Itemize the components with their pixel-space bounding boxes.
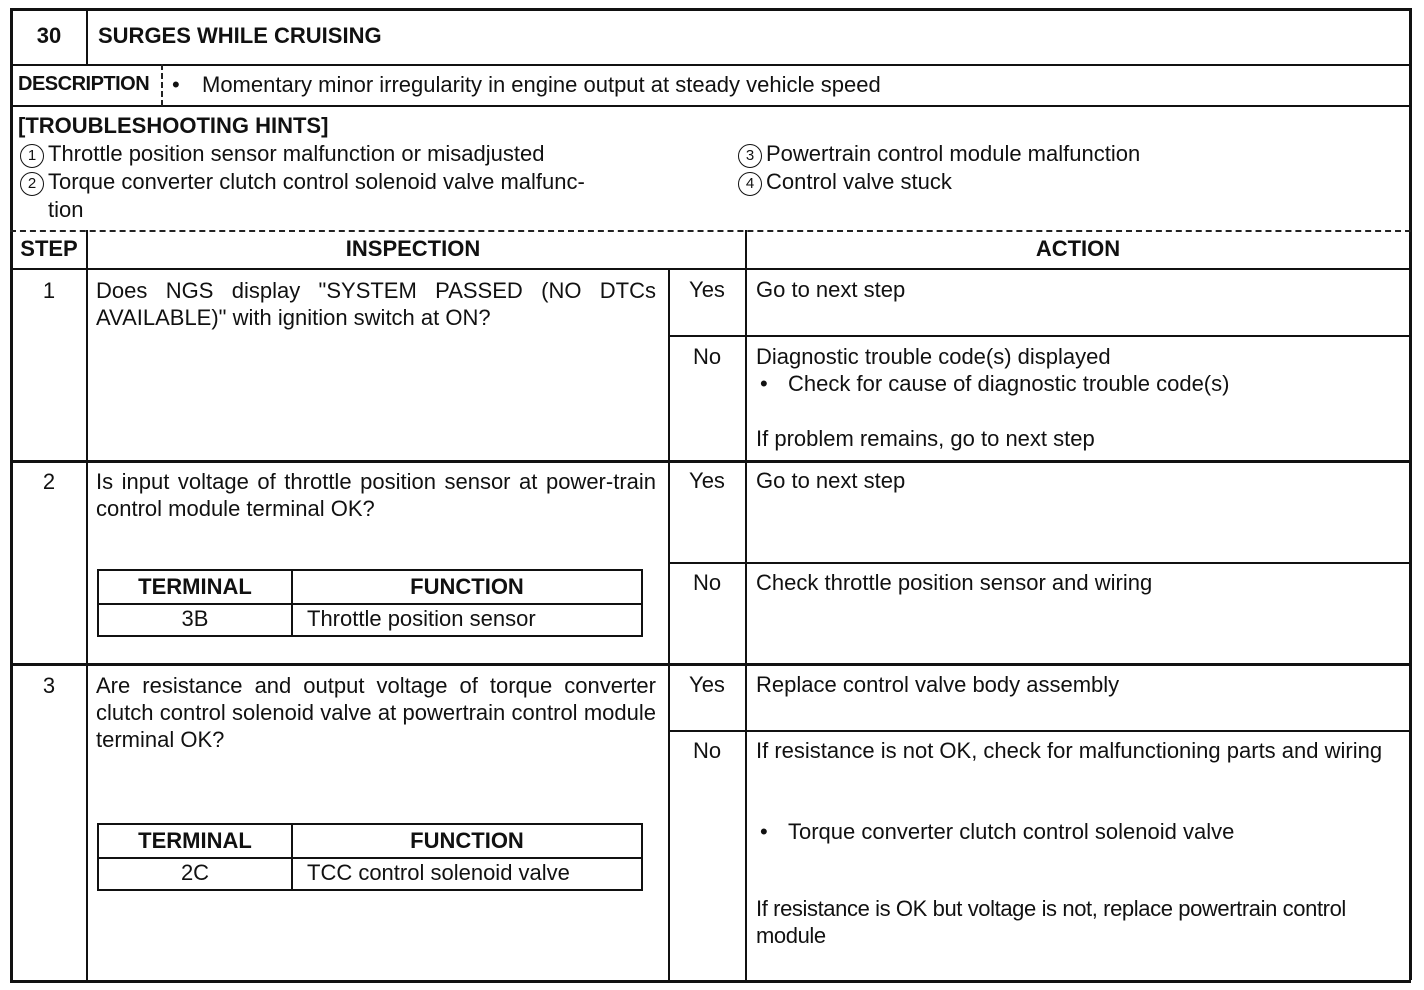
terminal-value: 3B [181, 606, 209, 631]
circled-number-icon: 2 [20, 172, 44, 196]
yes-action: Go to next step [756, 468, 906, 493]
yes-label: Yes [689, 277, 725, 302]
hint-text: Control valve stuck [766, 169, 952, 194]
yes-action: Go to next step [756, 277, 906, 302]
description-label: DESCRIPTION [18, 73, 150, 95]
circled-number-icon: 3 [738, 144, 762, 168]
terminal-header: TERMINAL [138, 828, 252, 853]
section-number: 30 [36, 23, 62, 48]
step-inspection: Does NGS display "SYSTEM PASSED (NO DTCs AVAILABLE)" with ignition switch at ON? [96, 278, 656, 330]
step-number: 3 [42, 673, 56, 698]
step-number: 1 [42, 278, 56, 303]
terminal-table [97, 823, 643, 891]
no-action-bullet: • Check for cause of diagnostic trouble code(s) [756, 370, 1229, 397]
step-inspection: Are resistance and output voltage of torque converter clutch control solenoid valve at powertrain control module terminal OK? [96, 673, 656, 752]
col-header-action: ACTION [1035, 236, 1121, 261]
description-value: Momentary minor irregularity in engine output at steady vehicle speed [202, 72, 881, 97]
no-action: Check throttle position sensor and wiring [756, 570, 1153, 595]
hint-item-4 [738, 168, 952, 196]
no-label: No [692, 738, 722, 763]
terminal-table [97, 569, 643, 637]
hints-title: [TROUBLESHOOTING HINTS] [18, 113, 329, 138]
col-header-inspection: INSPECTION [345, 236, 481, 261]
yes-label: Yes [689, 468, 725, 493]
function-value: TCC control solenoid valve [291, 857, 641, 889]
no-action-line1: If resistance is not OK, check for malfunctioning parts and wiring [756, 738, 1383, 763]
circled-number-icon: 1 [20, 144, 44, 168]
function-header: FUNCTION [291, 825, 641, 857]
no-label: No [692, 570, 722, 595]
col-header-step: STEP [20, 236, 78, 261]
function-value: Throttle position sensor [291, 603, 641, 635]
hint-item-2-cont: tion [48, 197, 84, 222]
terminal-header: TERMINAL [138, 574, 252, 599]
no-action-line3: If resistance is OK but voltage is not, replace powertrain control module [756, 896, 1346, 948]
hint-text: Powertrain control module malfunction [766, 141, 1141, 166]
section-title: SURGES WHILE CRUISING [98, 23, 382, 48]
step-inspection: Is input voltage of throttle position sensor at power-train control module terminal OK? [96, 469, 656, 521]
step-number: 2 [42, 469, 56, 494]
no-action-line3: If problem remains, go to next step [756, 426, 1095, 451]
no-label: No [692, 344, 722, 369]
bullet-icon: • [172, 72, 180, 97]
circled-number-icon: 4 [738, 172, 762, 196]
function-header: FUNCTION [291, 571, 641, 603]
hint-item-3 [738, 140, 1140, 168]
no-action-line1: Diagnostic trouble code(s) displayed [756, 344, 1111, 369]
hint-item-1 [20, 140, 544, 168]
description-text [172, 71, 881, 98]
terminal-value: 2C [180, 860, 210, 885]
hint-item-2 [20, 168, 585, 196]
hint-text: Torque converter clutch control solenoid valve malfunc- [48, 169, 585, 194]
yes-action: Replace control valve body assembly [756, 672, 1120, 697]
no-action-bullet: • Torque converter clutch control solenoid valve [756, 818, 1234, 845]
hint-text: Throttle position sensor malfunction or misadjusted [48, 141, 545, 166]
yes-label: Yes [689, 672, 725, 697]
